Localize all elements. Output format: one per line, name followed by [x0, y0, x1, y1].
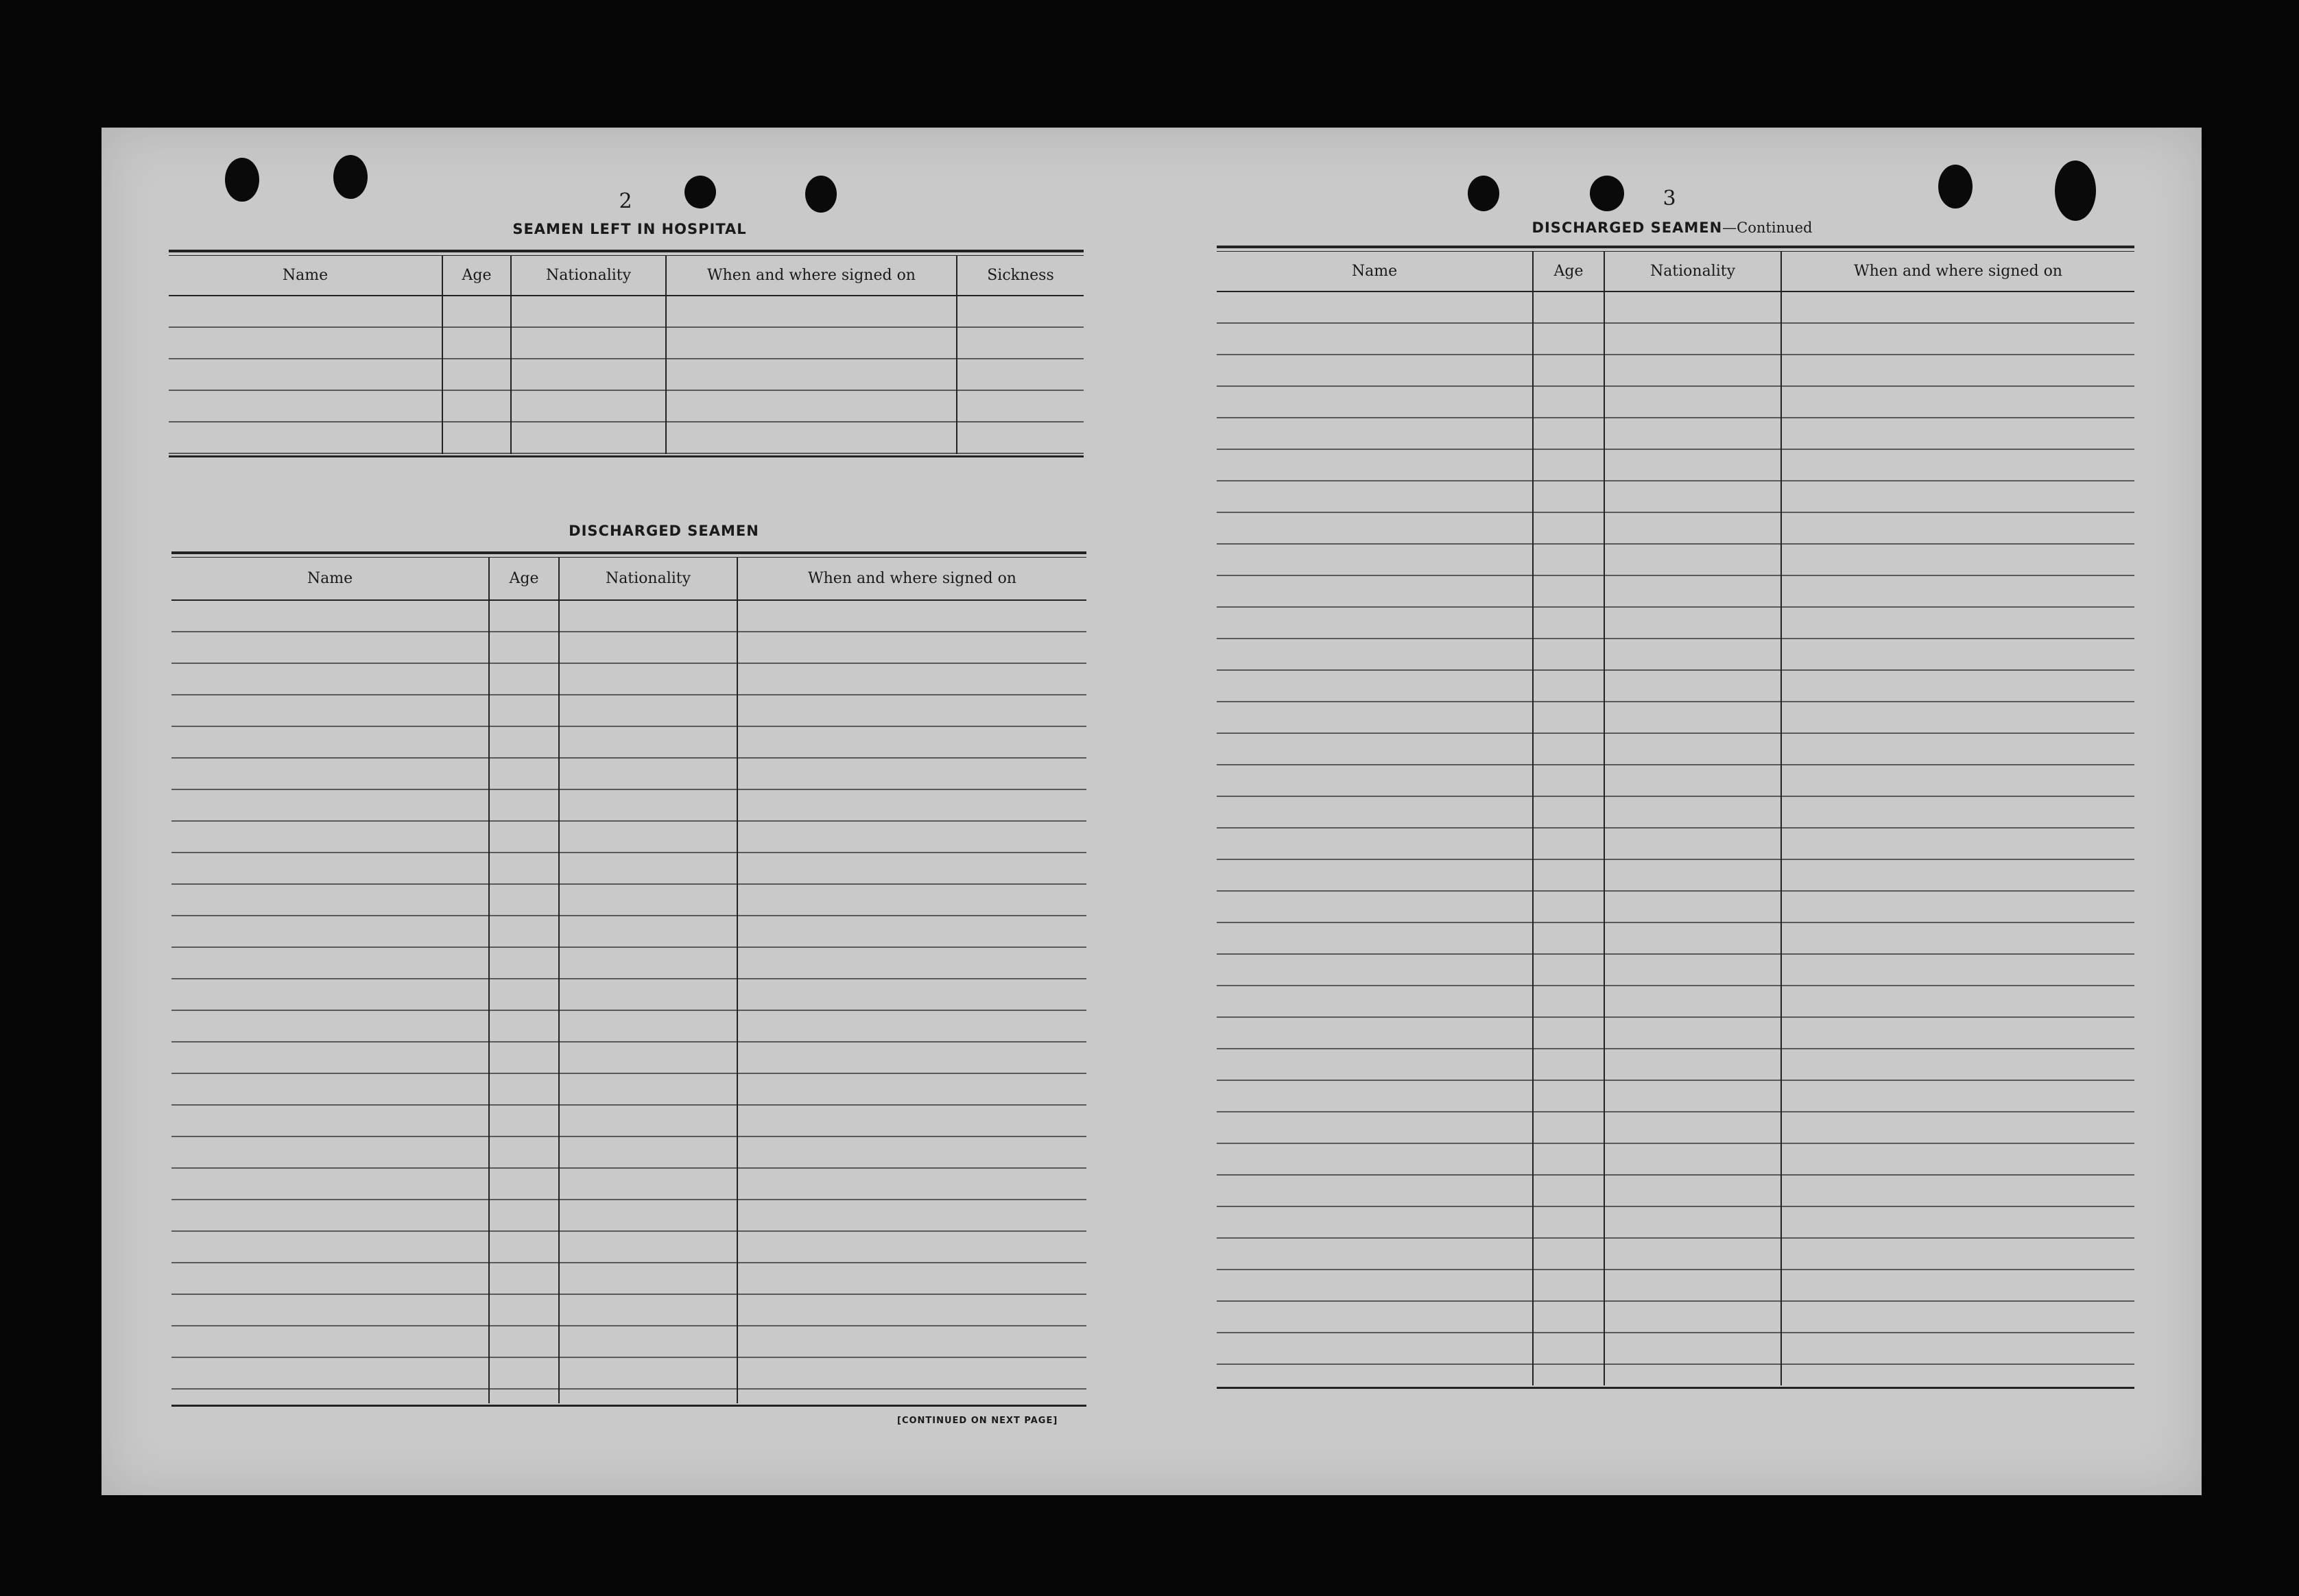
punch-hole [333, 155, 368, 199]
hospital-section-title: SEAMEN LEFT IN HOSPITAL [512, 221, 747, 237]
discharged-table-right-body [1217, 292, 2134, 1385]
column-header-signed-on: When and where signed on [667, 255, 957, 295]
discharged-continued-title [1501, 219, 1844, 236]
column-header-name: Name [171, 557, 490, 599]
punch-hole [225, 158, 259, 202]
punch-hole [805, 176, 837, 213]
discharged-table-right [1217, 246, 2134, 1387]
column-header-signed-on: When and where signed on [1854, 262, 2062, 280]
column-header-signed-on: When and where signed on [808, 569, 1016, 587]
column-header-age: Age [490, 557, 560, 599]
ledger-paper [102, 128, 2202, 1495]
punch-hole [2055, 160, 2096, 221]
discharged-section-title: DISCHARGED SEAMEN [569, 523, 759, 539]
page-number-right: 3 [1663, 187, 1676, 211]
punch-hole [1938, 165, 1973, 209]
discharged-table-left [171, 551, 1086, 1402]
discharged-table-left-body [171, 601, 1086, 1403]
page-number-left: 2 [619, 189, 632, 213]
hospital-table-body [169, 296, 1084, 454]
continued-suffix: —Continued [1722, 219, 1813, 236]
column-header-nationality: Nationality [1605, 251, 1782, 291]
column-header-sickness: Sickness [987, 266, 1054, 284]
continued-note: [CONTINUED ON NEXT PAGE] [897, 1416, 1058, 1426]
column-header-age: Age [443, 255, 512, 295]
punch-hole [1590, 176, 1624, 211]
punch-hole [1468, 176, 1499, 211]
column-header-name: Name [169, 255, 443, 295]
column-header-age: Age [1534, 251, 1605, 291]
column-header-name: Name [1217, 251, 1534, 291]
discharged-continued-title-text: DISCHARGED SEAMEN [1532, 219, 1723, 236]
punch-hole [684, 176, 716, 209]
column-header-nationality: Nationality [512, 255, 667, 295]
column-header-nationality: Nationality [560, 557, 738, 599]
